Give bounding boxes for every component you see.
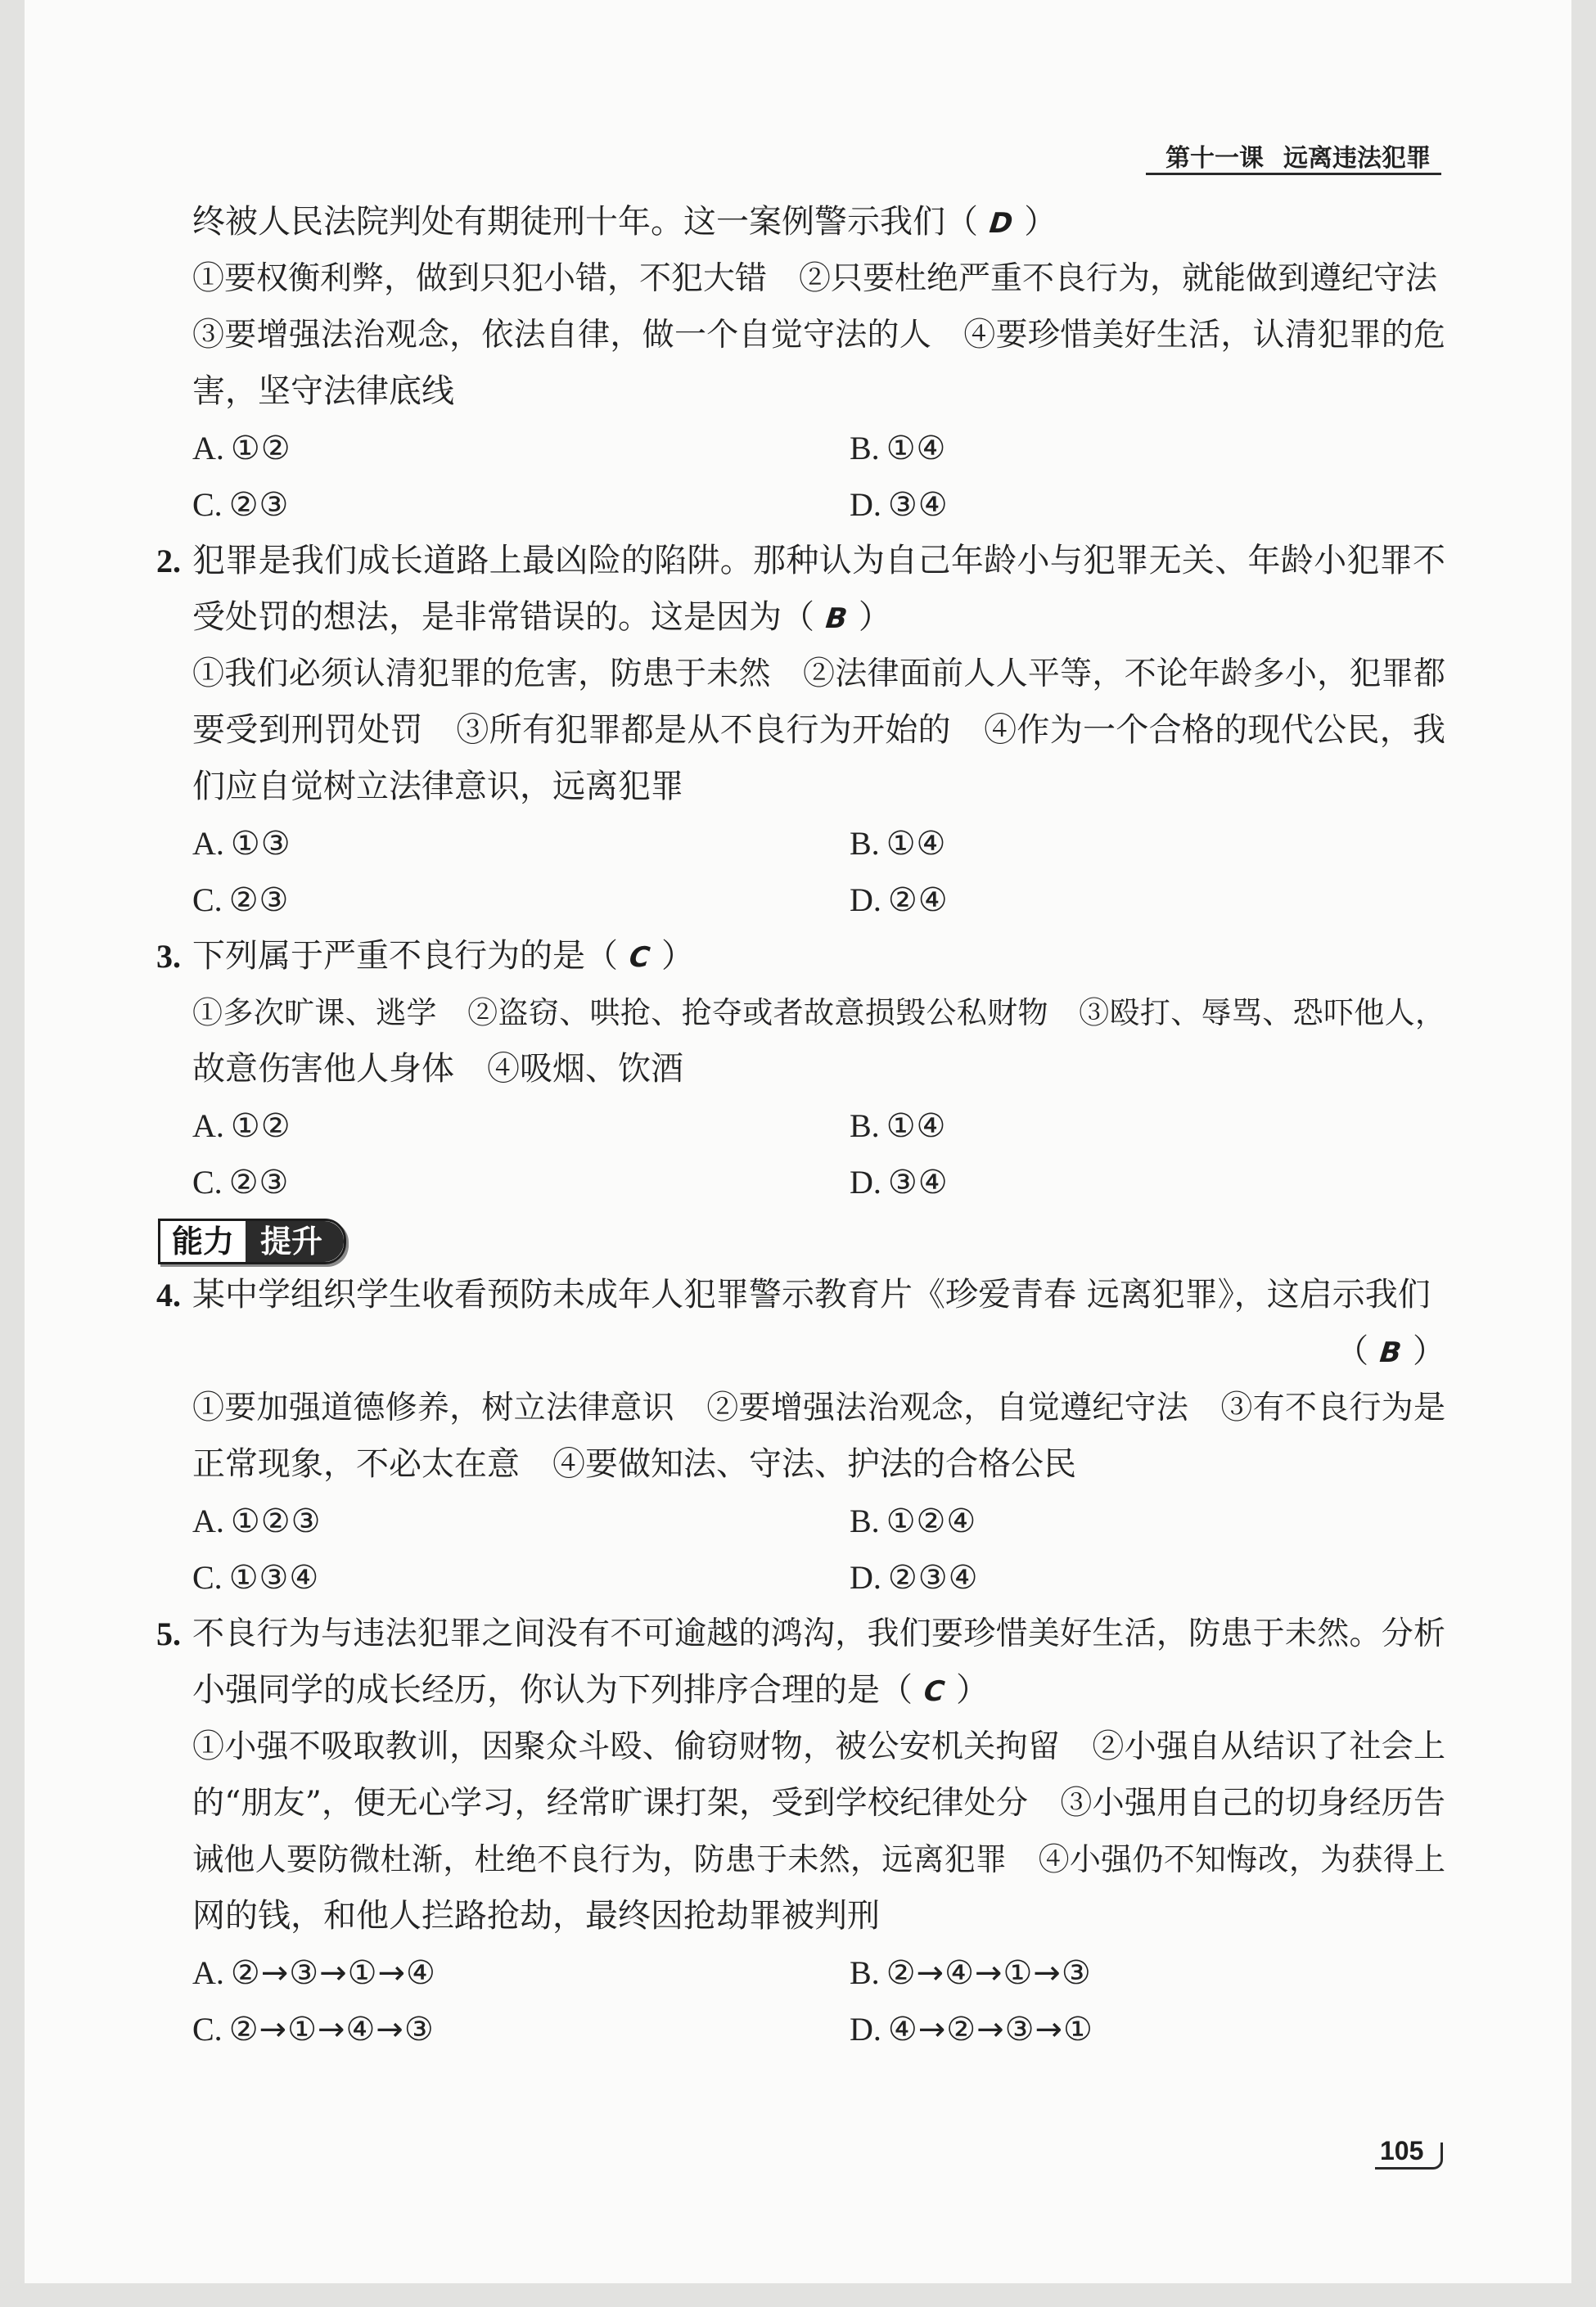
option-value: ③④ <box>887 1164 949 1201</box>
handwritten-answer: D <box>987 207 1015 240</box>
q3-stem-line <box>156 928 1445 985</box>
question-number: 5. <box>156 1615 181 1652</box>
q5-statement-line: 诫他人要防微杜渐，杜绝不良行为，防患于未然，远离犯罪 ④小强仍不知悔改，为获得上 <box>192 1841 1445 1877</box>
option-d <box>850 1549 1445 1606</box>
question-number: 2. <box>156 543 181 579</box>
stem-text: 不良行为与违法犯罪之间没有不可逾越的鸿沟，我们要珍惜美好生活，防患于未然。分析 <box>192 1615 1445 1652</box>
option-value: ②→④→①→③ <box>886 1954 1092 1992</box>
handwritten-answer: C <box>627 941 652 974</box>
answer-bracket <box>880 1671 989 1709</box>
answer-bracket <box>1336 1332 1445 1370</box>
bracket-close: ） <box>1024 203 1057 241</box>
option-b <box>850 420 1445 476</box>
q3-statement-line: ①多次旷课、逃学 ②盗窃、哄抢、抢夺或者故意损毁公私财物 ③殴打、辱骂、恐吓他人， <box>192 995 1445 1030</box>
option-c <box>192 2001 850 2057</box>
q5-options <box>192 1944 1445 2057</box>
option-value: ③④ <box>887 486 949 524</box>
q4-options <box>192 1493 1445 1606</box>
option-b <box>850 1493 1445 1549</box>
q5-statement-line: 的“朋友”，便无心学习，经常旷课打架，受到学校纪律处分 ③小强用自己的切身经历告 <box>192 1785 1445 1822</box>
q2-stem-line <box>192 589 1445 646</box>
option-value: ①③④ <box>228 1559 320 1597</box>
option-value: ①② <box>230 430 291 467</box>
q3-options <box>192 1097 1445 1210</box>
option-value: ②③④ <box>887 1559 979 1597</box>
stem-text: 某中学组织学生收看预防未成年人犯罪警示教育片《珍爱青春 远离犯罪》，这启示我们 <box>192 1276 1431 1313</box>
question-number: 4. <box>156 1277 181 1313</box>
option-letter: A. <box>192 1107 224 1144</box>
section-label-right: 提升 <box>246 1221 344 1262</box>
option-letter: D. <box>850 2011 881 2048</box>
lesson-number: 第十一课 <box>1165 144 1264 173</box>
option-letter: C. <box>192 1164 223 1201</box>
q4-statement-line: ①要加强道德修养，树立法律意识 ②要增强法治观念，自觉遵纪守法 ③有不良行为是 <box>192 1390 1445 1426</box>
q4-answer-line <box>192 1323 1445 1380</box>
option-a <box>192 1097 850 1154</box>
option-letter: A. <box>192 1503 224 1539</box>
q5-statement-line: ①小强不吸取教训，因聚众斗殴、偷窃财物，被公安机关拘留 ②小强自从结识了社会上 <box>192 1728 1445 1765</box>
bracket-close: ） <box>660 937 694 975</box>
q2-statement-line: 要受到刑罚处罚 ③所有犯罪都是从不良行为开始的 ④作为一个合格的现代公民，我 <box>192 711 1445 749</box>
stem-text: 终被人民法院判处有期徒刑十年。这一案例警示我们 <box>192 203 945 241</box>
option-letter: B. <box>850 430 880 466</box>
option-letter: B. <box>850 1107 880 1144</box>
option-letter: C. <box>192 2011 223 2048</box>
option-letter: D. <box>850 1559 881 1596</box>
q4-stem-line <box>156 1267 1445 1323</box>
answer-bracket <box>945 203 1057 241</box>
option-value: ②→③→①→④ <box>230 1954 436 1992</box>
option-d <box>850 2001 1445 2057</box>
option-letter: C. <box>192 1559 223 1596</box>
q2-options <box>192 815 1445 928</box>
q1-statement-line: ①要权衡利弊，做到只犯小错，不犯大错 ②只要杜绝严重不良行为，就能做到遵纪守法 <box>192 260 1438 297</box>
option-letter: A. <box>192 430 224 466</box>
q5-statement-line: 网的钱，和他人拦路抢劫，最终因抢劫罪被判刑 <box>192 1897 880 1935</box>
section-label-left: 能力 <box>160 1221 246 1262</box>
bracket-close: ） <box>858 598 891 636</box>
q2-statement-line: 们应自觉树立法律意识，远离犯罪 <box>192 768 683 805</box>
q2-stem-line <box>156 533 1445 589</box>
lesson-title: 远离违法犯罪 <box>1283 144 1431 173</box>
option-c <box>192 476 850 533</box>
option-value: ①④ <box>886 825 947 863</box>
bracket-close: ） <box>1413 1332 1445 1370</box>
q1-stem-line <box>192 194 1445 250</box>
q2-statement-line: ①我们必须认清犯罪的危害，防患于未然 ②法律面前人人平等，不论年龄多小，犯罪都 <box>192 656 1445 692</box>
page-content <box>156 194 1445 2057</box>
bracket-open: （ <box>945 203 978 241</box>
option-value: ①③ <box>230 825 291 863</box>
bracket-open: （ <box>1336 1332 1369 1370</box>
option-letter: D. <box>850 1164 881 1201</box>
answer-bracket <box>782 598 891 636</box>
section-heading <box>172 1210 1445 1267</box>
option-b <box>850 1944 1445 2001</box>
bracket-open: （ <box>782 598 814 636</box>
option-d <box>850 872 1445 928</box>
option-letter: B. <box>850 1954 880 1991</box>
bracket-close: ） <box>955 1671 989 1709</box>
option-a <box>192 815 850 872</box>
option-letter: C. <box>192 881 223 918</box>
option-letter: C. <box>192 486 223 523</box>
option-value: ②③ <box>228 1164 290 1201</box>
option-value: ②③ <box>228 486 290 524</box>
option-value: ②③ <box>228 881 290 919</box>
q1-statement-line: 害，坚守法律底线 <box>192 372 454 410</box>
handwritten-answer: C <box>922 1675 947 1708</box>
option-value: ①②④ <box>886 1503 977 1540</box>
stem-text: 小强同学的成长经历，你认为下列排序合理的是 <box>192 1671 880 1709</box>
option-letter: D. <box>850 881 881 918</box>
answer-bracket <box>585 937 694 975</box>
option-letter: B. <box>850 1503 880 1539</box>
option-d <box>850 1154 1445 1210</box>
q1-statement-line: ③要增强法治观念，依法自律，做一个自觉守法的人 ④要珍惜美好生活，认清犯罪的危 <box>192 317 1445 354</box>
option-c <box>192 872 850 928</box>
handwritten-answer: B <box>823 602 850 635</box>
option-letter: A. <box>192 1954 224 1991</box>
option-value: ②④ <box>887 881 949 919</box>
option-value: ①④ <box>886 1107 947 1145</box>
option-c <box>192 1154 850 1210</box>
section-badge <box>158 1219 346 1264</box>
option-letter: D. <box>850 486 881 523</box>
option-b <box>850 815 1445 872</box>
option-a <box>192 1944 850 2001</box>
stem-text: 犯罪是我们成长道路上最凶险的陷阱。那种认为自己年龄小与犯罪无关、年龄小犯罪不 <box>192 542 1445 579</box>
option-d <box>850 476 1445 533</box>
q3-statement-line: 故意伤害他人身体 ④吸烟、饮酒 <box>192 1050 683 1088</box>
bracket-open: （ <box>880 1671 913 1709</box>
q5-stem-line <box>192 1662 1445 1719</box>
option-letter: B. <box>850 825 880 862</box>
stem-text: 受处罚的想法，是非常错误的。这是因为 <box>192 598 782 636</box>
option-letter: A. <box>192 825 224 862</box>
option-c <box>192 1549 850 1606</box>
option-a <box>192 1493 850 1549</box>
option-value: ①④ <box>886 430 947 467</box>
q1-options <box>192 420 1445 533</box>
option-b <box>850 1097 1445 1154</box>
option-value: ①② <box>230 1107 291 1145</box>
question-number: 3. <box>156 938 181 975</box>
page-number: 105 <box>1380 2136 1424 2165</box>
q4-statement-line: 正常现象，不必太在意 ④要做知法、守法、护法的合格公民 <box>192 1445 1076 1483</box>
option-a <box>192 420 850 476</box>
handwritten-answer: B <box>1378 1336 1404 1369</box>
option-value: ④→②→③→① <box>887 2011 1093 2048</box>
option-value: ①②③ <box>230 1503 322 1540</box>
stem-text: 下列属于严重不良行为的是 <box>192 937 585 975</box>
bracket-open: （ <box>585 937 618 975</box>
q5-stem-line <box>156 1606 1445 1662</box>
running-head <box>1146 144 1441 175</box>
option-value: ②→①→④→③ <box>228 2011 435 2048</box>
